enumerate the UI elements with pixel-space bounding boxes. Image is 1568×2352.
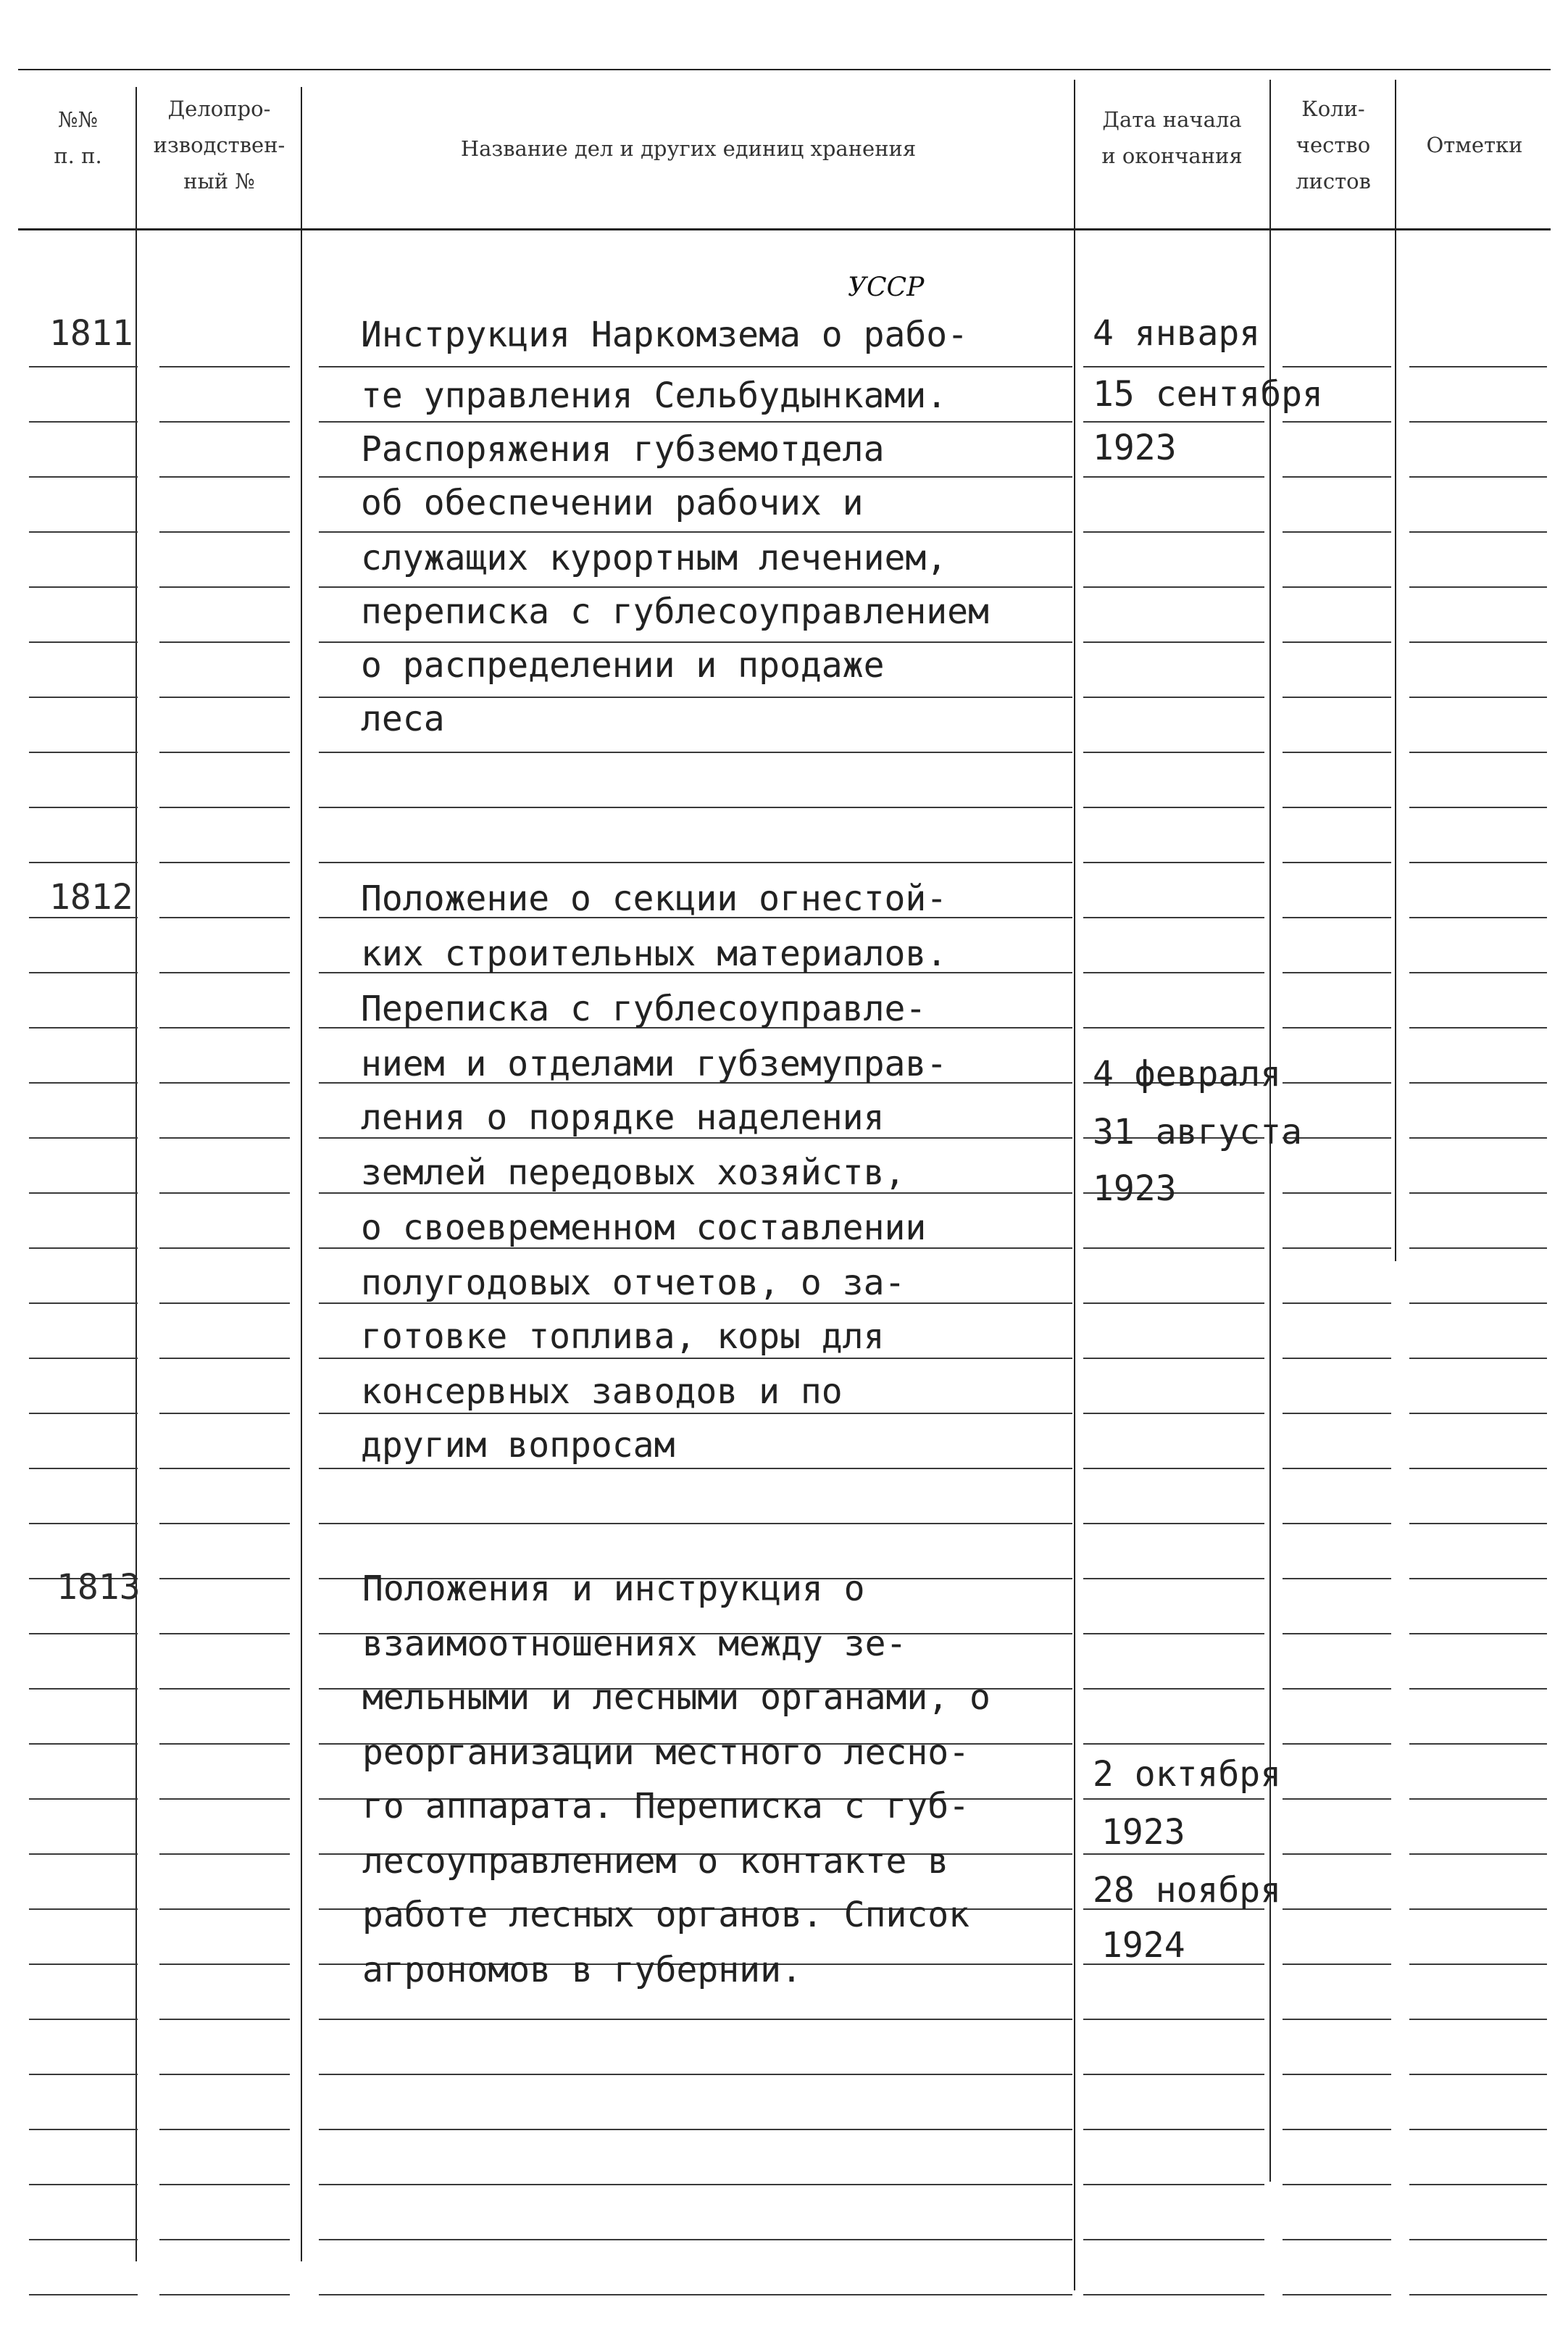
entry-date: 28 ноября: [1093, 1870, 1282, 1911]
entry-text-line: Положение о секции огнестой-: [361, 878, 948, 919]
ruled-line: [29, 476, 138, 478]
ruled-line: [159, 1908, 290, 1910]
ruled-line: [29, 1523, 138, 1524]
ruled-line: [1083, 1578, 1264, 1579]
ruled-line: [1409, 1413, 1547, 1414]
ruled-line: [319, 641, 1072, 643]
ruled-line: [29, 2129, 138, 2130]
table-top-border: [18, 69, 1551, 70]
ruled-line: [319, 2239, 1072, 2240]
ruled-line: [29, 1964, 138, 1965]
ruled-line: [319, 2184, 1072, 2185]
ruled-line: [1283, 2074, 1391, 2075]
entry-text-line: мельными и лесными органами, о: [362, 1677, 991, 1718]
ruled-line: [1283, 531, 1391, 533]
ruled-line: [1083, 2294, 1264, 2295]
ruled-line: [1409, 421, 1547, 423]
ruled-line: [1283, 862, 1391, 863]
ruled-line: [159, 1578, 290, 1579]
ruled-line: [319, 2074, 1072, 2075]
entry-text-line: Положения и инструкция о: [362, 1568, 865, 1609]
ruled-line: [1283, 1743, 1391, 1745]
ruled-line: [319, 1523, 1072, 1524]
ruled-line: [1409, 2129, 1547, 2130]
ruled-line: [159, 1468, 290, 1469]
ruled-line: [29, 807, 138, 808]
ruled-line: [1409, 2239, 1547, 2240]
ruled-line: [1083, 1302, 1264, 1304]
ruled-line: [1409, 1082, 1547, 1084]
ruled-line: [1083, 1743, 1264, 1745]
ruled-line: [1083, 972, 1264, 973]
ruled-line: [159, 1798, 290, 1800]
ruled-line: [1283, 1082, 1391, 1084]
entry-text-line: о своевременном составлении: [361, 1208, 927, 1248]
ruled-line: [1409, 641, 1547, 643]
column-divider: [135, 87, 137, 2261]
column-divider: [1074, 80, 1075, 2290]
entry-text-line: полугодовых отчетов, о за-: [361, 1263, 906, 1303]
entry-date: 4 января: [1093, 313, 1261, 354]
ruled-line: [1083, 917, 1264, 918]
ruled-line: [1083, 421, 1264, 423]
entry-text-line: Инструкция Наркомзема о рабо-: [361, 315, 969, 355]
ruled-line: [1083, 1358, 1264, 1359]
ruled-line: [1083, 586, 1264, 588]
ruled-line: [29, 1137, 138, 1139]
ruled-line: [1409, 1302, 1547, 1304]
ruled-line: [1283, 586, 1391, 588]
ruled-line: [1409, 1523, 1547, 1524]
ruled-line: [29, 2074, 138, 2075]
ruled-line: [1283, 1192, 1391, 1194]
entry-date: 1923: [1093, 428, 1177, 468]
ruled-line: [159, 366, 290, 367]
ruled-line: [1283, 1633, 1391, 1634]
ruled-line: [159, 641, 290, 643]
ruled-line: [1409, 1688, 1547, 1690]
ruled-line: [159, 2129, 290, 2130]
entry-text-line: ких строительных материалов.: [361, 934, 948, 974]
ruled-line: [1409, 917, 1547, 918]
ruled-line: [29, 1633, 138, 1634]
ruled-line: [1409, 1964, 1547, 1965]
ruled-line: [319, 752, 1072, 753]
entry-date: 1924: [1101, 1925, 1185, 1966]
ruled-line: [159, 1358, 290, 1359]
entry-date: 1923: [1101, 1812, 1185, 1853]
ruled-line: [29, 366, 138, 367]
entry-text-line: реорганизации местного лесно-: [362, 1732, 970, 1773]
ruled-line: [1083, 1027, 1264, 1029]
entry-date: 2 октября: [1093, 1754, 1282, 1795]
entry-text-line: нием и отделами губземуправ-: [361, 1044, 948, 1084]
entry-date: 4 февраля: [1093, 1054, 1282, 1094]
entry-text-line: другим вопросам: [361, 1425, 675, 1466]
ruled-line: [1083, 807, 1264, 808]
ruled-line: [159, 1688, 290, 1690]
ruled-line: [29, 2184, 138, 2185]
entry-number: 1813: [57, 1567, 141, 1608]
ruled-line: [29, 1027, 138, 1029]
column-divider: [1395, 80, 1396, 1261]
ruled-line: [29, 586, 138, 588]
ruled-line: [1409, 862, 1547, 863]
ruled-line: [319, 807, 1072, 808]
ruled-line: [1409, 1027, 1547, 1029]
ruled-line: [159, 2019, 290, 2020]
ruled-line: [1409, 2019, 1547, 2020]
ruled-line: [1283, 2239, 1391, 2240]
entry-text-line: го аппарата. Переписка с губ-: [362, 1786, 970, 1827]
ruled-line: [1083, 1853, 1264, 1855]
entry-date: 31 августа: [1093, 1112, 1302, 1152]
entry-text-line: лесоуправлением о контакте в: [362, 1841, 949, 1882]
ruled-line: [1283, 697, 1391, 698]
ruled-line: [1083, 1413, 1264, 1414]
header-bottom-border: [18, 228, 1551, 230]
entry-text-line: леса: [361, 699, 445, 739]
ruled-line: [29, 752, 138, 753]
entry-text-line: об обеспечении рабочих и: [361, 483, 864, 523]
ruled-line: [159, 807, 290, 808]
header-notes: Отметки: [1426, 133, 1523, 157]
ruled-line: [1409, 531, 1547, 533]
ruled-line: [159, 2239, 290, 2240]
ruled-line: [159, 1743, 290, 1745]
ruled-line: [1409, 586, 1547, 588]
ruled-line: [159, 917, 290, 918]
ruled-line: [1409, 1247, 1547, 1249]
ruled-line: [1083, 2184, 1264, 2185]
ruled-line: [1283, 2019, 1391, 2020]
ruled-line: [1083, 641, 1264, 643]
ruled-line: [1083, 476, 1264, 478]
ruled-line: [319, 1468, 1072, 1469]
entry-text-line: служащих курортным лечением,: [361, 538, 948, 578]
ruled-line: [1409, 1578, 1547, 1579]
ruled-line: [29, 641, 138, 643]
ruled-line: [319, 2294, 1072, 2295]
entry-text-line: Распоряжения губземотдела: [361, 429, 885, 470]
ruled-line: [1283, 1964, 1391, 1965]
ruled-line: [1283, 1578, 1391, 1579]
ruled-line: [29, 972, 138, 973]
ruled-line: [159, 1853, 290, 1855]
header-title: Название дел и других единиц хранения: [460, 136, 917, 161]
ruled-line: [29, 1302, 138, 1304]
ruled-line: [1083, 697, 1264, 698]
ruled-line: [1283, 1468, 1391, 1469]
ruled-line: [1283, 641, 1391, 643]
ruled-line: [159, 862, 290, 863]
ruled-line: [1283, 1302, 1391, 1304]
ruled-line: [29, 1743, 138, 1745]
ruled-line: [1409, 1358, 1547, 1359]
ruled-line: [159, 586, 290, 588]
ruled-line: [1409, 1137, 1547, 1139]
ruled-line: [29, 1853, 138, 1855]
ruled-line: [319, 697, 1072, 698]
ruled-line: [1083, 2074, 1264, 2075]
ruled-line: [1409, 972, 1547, 973]
ruled-line: [29, 421, 138, 423]
ruled-line: [1083, 1798, 1264, 1800]
ruled-line: [319, 531, 1072, 533]
ruled-line: [159, 1302, 290, 1304]
ruled-line: [1083, 1523, 1264, 1524]
ruled-line: [29, 1358, 138, 1359]
ruled-line: [1083, 1688, 1264, 1690]
entry-text-line: консервных заводов и по: [361, 1371, 843, 1412]
ruled-line: [319, 2129, 1072, 2130]
ruled-line: [159, 1633, 290, 1634]
ruled-line: [159, 1413, 290, 1414]
ruled-line: [29, 2019, 138, 2020]
ruled-line: [159, 531, 290, 533]
ruled-line: [29, 1468, 138, 1469]
ruled-line: [1283, 752, 1391, 753]
ruled-line: [159, 1247, 290, 1249]
entry-text-line: агрономов в губернии.: [362, 1950, 802, 1990]
entry-text-line: Переписка с гублесоуправле-: [361, 989, 927, 1029]
ruled-line: [1083, 1247, 1264, 1249]
ruled-line: [1409, 1743, 1547, 1745]
ruled-line: [29, 2239, 138, 2240]
ruled-line: [1283, 1688, 1391, 1690]
ruled-line: [29, 2294, 138, 2295]
entry-date: 1923: [1093, 1168, 1177, 1209]
ruled-line: [29, 1908, 138, 1910]
ruled-line: [1083, 366, 1264, 367]
ruled-line: [159, 1137, 290, 1139]
ruled-line: [319, 586, 1072, 588]
ruled-line: [319, 476, 1072, 478]
ruled-line: [1283, 366, 1391, 367]
ruled-line: [159, 476, 290, 478]
ruled-line: [1409, 1192, 1547, 1194]
ruled-line: [1283, 1247, 1391, 1249]
entry-number: 1811: [49, 313, 133, 354]
ruled-line: [29, 531, 138, 533]
entry-text-line: взаимоотношениях между зе-: [362, 1624, 907, 1664]
ruled-line: [159, 2184, 290, 2185]
ruled-line: [319, 2019, 1072, 2020]
ruled-line: [1283, 1358, 1391, 1359]
ruled-line: [1283, 1523, 1391, 1524]
ruled-line: [1083, 1633, 1264, 1634]
entry-date: 15 сентября: [1093, 374, 1323, 415]
ruled-line: [1409, 697, 1547, 698]
ruled-line: [29, 1247, 138, 1249]
ruled-line: [1283, 1853, 1391, 1855]
ruled-line: [159, 1523, 290, 1524]
ruled-line: [1283, 2184, 1391, 2185]
ruled-line: [319, 421, 1072, 423]
ruled-line: [29, 1688, 138, 1690]
ruled-line: [1409, 2184, 1547, 2185]
ruled-line: [159, 697, 290, 698]
ruled-line: [1083, 752, 1264, 753]
ruled-line: [159, 1964, 290, 1965]
column-divider: [301, 87, 302, 2261]
entry-text-line: те управления Сельбудынками.: [361, 375, 948, 416]
entry-text-line: работе лесных органов. Список: [362, 1895, 970, 1935]
ruled-line: [1409, 1468, 1547, 1469]
ruled-line: [319, 1413, 1072, 1414]
ruled-line: [1283, 807, 1391, 808]
ruled-line: [1409, 1633, 1547, 1634]
entry-number: 1812: [49, 877, 133, 918]
ruled-line: [1409, 1798, 1547, 1800]
ruled-line: [1083, 2129, 1264, 2130]
ruled-line: [159, 752, 290, 753]
ruled-line: [1083, 531, 1264, 533]
entry-text-line: переписка с гублесоуправлением: [361, 591, 989, 632]
ruled-line: [319, 1358, 1072, 1359]
ruled-line: [1409, 752, 1547, 753]
ruled-line: [1283, 421, 1391, 423]
handwritten-insertion: УССР: [848, 273, 925, 302]
ruled-line: [1283, 1798, 1391, 1800]
entry-text-line: о распределении и продаже: [361, 645, 885, 686]
ruled-line: [1283, 1908, 1391, 1910]
header-sheets: Коли- чество листов: [1296, 96, 1371, 194]
ruled-line: [29, 862, 138, 863]
ruled-line: [159, 1027, 290, 1029]
ruled-line: [1409, 2294, 1547, 2295]
header-office-number: Делопро- изводствен- ный №: [153, 96, 285, 194]
ruled-line: [1283, 1027, 1391, 1029]
ruled-line: [1083, 2239, 1264, 2240]
ruled-line: [319, 862, 1072, 863]
ruled-line: [1283, 972, 1391, 973]
ruled-line: [1283, 2294, 1391, 2295]
ruled-line: [1083, 2019, 1264, 2020]
ruled-line: [1409, 1908, 1547, 1910]
entry-text-line: землей передовых хозяйств,: [361, 1152, 906, 1193]
ruled-line: [159, 1082, 290, 1084]
ruled-line: [1409, 807, 1547, 808]
ruled-line: [1409, 476, 1547, 478]
entry-text-line: ления о порядке наделения: [361, 1097, 885, 1138]
header-number: №№ п. п.: [54, 107, 102, 168]
header-dates: Дата начала и окончания: [1101, 107, 1243, 168]
ruled-line: [1409, 1853, 1547, 1855]
ruled-line: [29, 1798, 138, 1800]
ruled-line: [1283, 1413, 1391, 1414]
ruled-line: [1083, 1468, 1264, 1469]
ruled-line: [1283, 917, 1391, 918]
ruled-line: [1283, 2129, 1391, 2130]
ruled-line: [159, 421, 290, 423]
ruled-line: [159, 2294, 290, 2295]
ruled-line: [29, 1192, 138, 1194]
ruled-line: [1409, 2074, 1547, 2075]
ruled-line: [159, 972, 290, 973]
ruled-line: [29, 1413, 138, 1414]
ruled-line: [29, 1082, 138, 1084]
ruled-line: [29, 697, 138, 698]
ruled-line: [159, 1192, 290, 1194]
ruled-line: [1409, 366, 1547, 367]
ruled-line: [319, 366, 1072, 367]
ruled-line: [1283, 476, 1391, 478]
ruled-line: [159, 2074, 290, 2075]
ruled-line: [1083, 862, 1264, 863]
entry-text-line: готовке топлива, коры для: [361, 1316, 885, 1357]
